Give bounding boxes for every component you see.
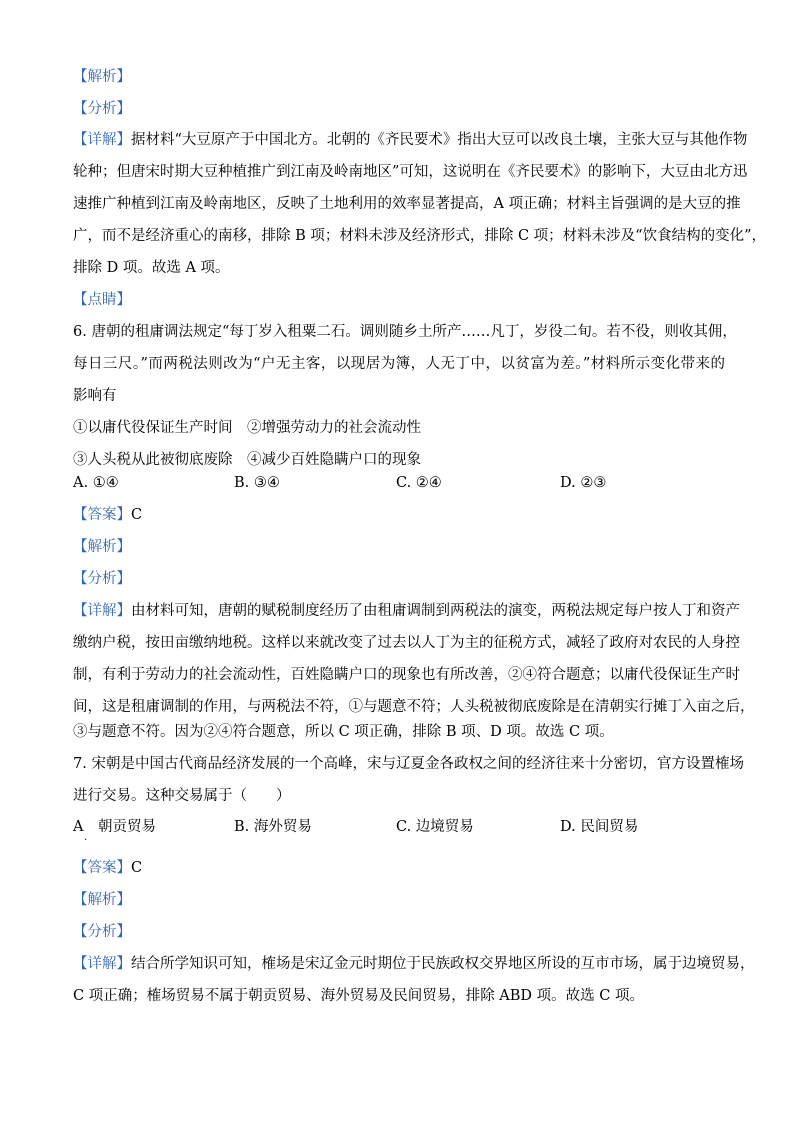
section-tag-analysis: 【解析】 [73,539,131,555]
section-tag-detail: 【详解】 [73,603,131,619]
answer-6: 【答案】C [73,507,143,523]
detail-paragraph-line: 缴纳户税，按田亩缴纳地税。这样以来就改变了过去以人丁为主的征税方式，减轻了政府对农民的人身控 [73,635,740,651]
option-b: B. ③④ [234,475,280,491]
option-b: B. 海外贸易 [234,819,312,835]
answer-7: 【答案】C [73,860,143,876]
option-c: C. 边境贸易 [396,819,474,835]
detail-paragraph-line: 【详解】据材料“大豆原产于中国北方。北朝的《齐民要术》指出大豆可以改良土壤，主张大豆与其他作物 [73,132,748,148]
detail-paragraph-line: 轮种；但唐宋时期大豆种植推广到江南及岭南地区”可知，这说明在《齐民要术》的影响下，大豆由北方迅 [73,164,748,180]
question-6-options [73,473,725,493]
detail-paragraph-line: ③与题意不符。因为②④符合题意，所以 C 项正确，排除 B 项、D 项。故选 C 项。 [73,724,614,740]
question-7-line: 进行交易。这种交易属于（ ） [73,788,291,804]
option-c: C. ②④ [396,475,442,491]
section-tag-analysis: 【解析】 [73,892,131,908]
question-6-line: 影响有 [73,388,117,404]
question-6-statement: ③人头税从此被彻底废除 ④减少百姓隐瞒户口的现象 [73,452,421,468]
section-tag-dianjing: 【点睛】 [73,292,131,308]
section-tag-fenxi: 【分析】 [73,101,131,117]
option-a: A. ①④ [73,475,119,491]
detail-paragraph-line: 间，这是租庸调制的作用，与两税法不符，①与题意不符；人头税被彻底废除是在清朝实行摊丁入亩之后， [73,699,755,715]
option-a-dot-mark: · [84,835,88,846]
option-a: A 朝贡贸易 [73,819,156,835]
question-7-line: 7. 宋朝是中国古代商品经济发展的一个高峰，宋与辽夏金各政权之间的经济往来十分密切，官方设置榷场 [73,756,744,772]
question-7-options [73,817,725,837]
section-tag-analysis: 【解析】 [73,69,131,85]
detail-paragraph-line: C 项正确；榷场贸易不属于朝贡贸易、海外贸易及民间贸易，排除 ABD 项。故选 C 项。 [73,988,644,1004]
section-tag-fenxi: 【分析】 [73,571,131,587]
question-6-statement: ①以庸代役保证生产时间 ②增强劳动力的社会流动性 [73,420,421,436]
question-6-line: 6. 唐朝的租庸调法规定“每丁岁入租粟二石。调则随乡土所产……凡丁，岁役二旬。若不役，则收其佣， [73,324,737,340]
detail-paragraph-line: 【详解】由材料可知，唐朝的赋税制度经历了由租庸调制到两税法的演变，两税法规定每户按人丁和资产 [73,603,740,619]
detail-paragraph-line: 速推广种植到江南及岭南地区，反映了土地利用的效率显著提高，A 项正确；材料主旨强调的是大豆的推 [73,196,741,212]
detail-paragraph-line: 广，而不是经济重心的南移，排除 B 项；材料未涉及经济形式，排除 C 项；材料未涉及“饮食结构的变化”， [73,228,767,244]
section-tag-detail: 【详解】 [73,956,131,972]
detail-paragraph-line: 【详解】结合所学知识可知，榷场是宋辽金元时期位于民族政权交界地区所设的互市市场，属于边境贸易， [73,956,755,972]
detail-paragraph-line: 制，有利于劳动力的社会流动性，百姓隐瞒户口的现象也有所改善，②④符合题意；以庸代役保证生产时 [73,667,740,683]
detail-paragraph-line: 排除 D 项。故选 A 项。 [73,260,230,276]
option-d: D. ②③ [560,475,607,491]
section-tag-detail: 【详解】 [73,132,131,148]
section-tag-fenxi: 【分析】 [73,924,131,940]
option-d: D. 民间贸易 [560,819,639,835]
question-6-line: 每日三尺。”而两税法则改为“户无主客，以现居为簿，人无丁中，以贫富为差。”材料所示变化带来的 [73,356,725,372]
